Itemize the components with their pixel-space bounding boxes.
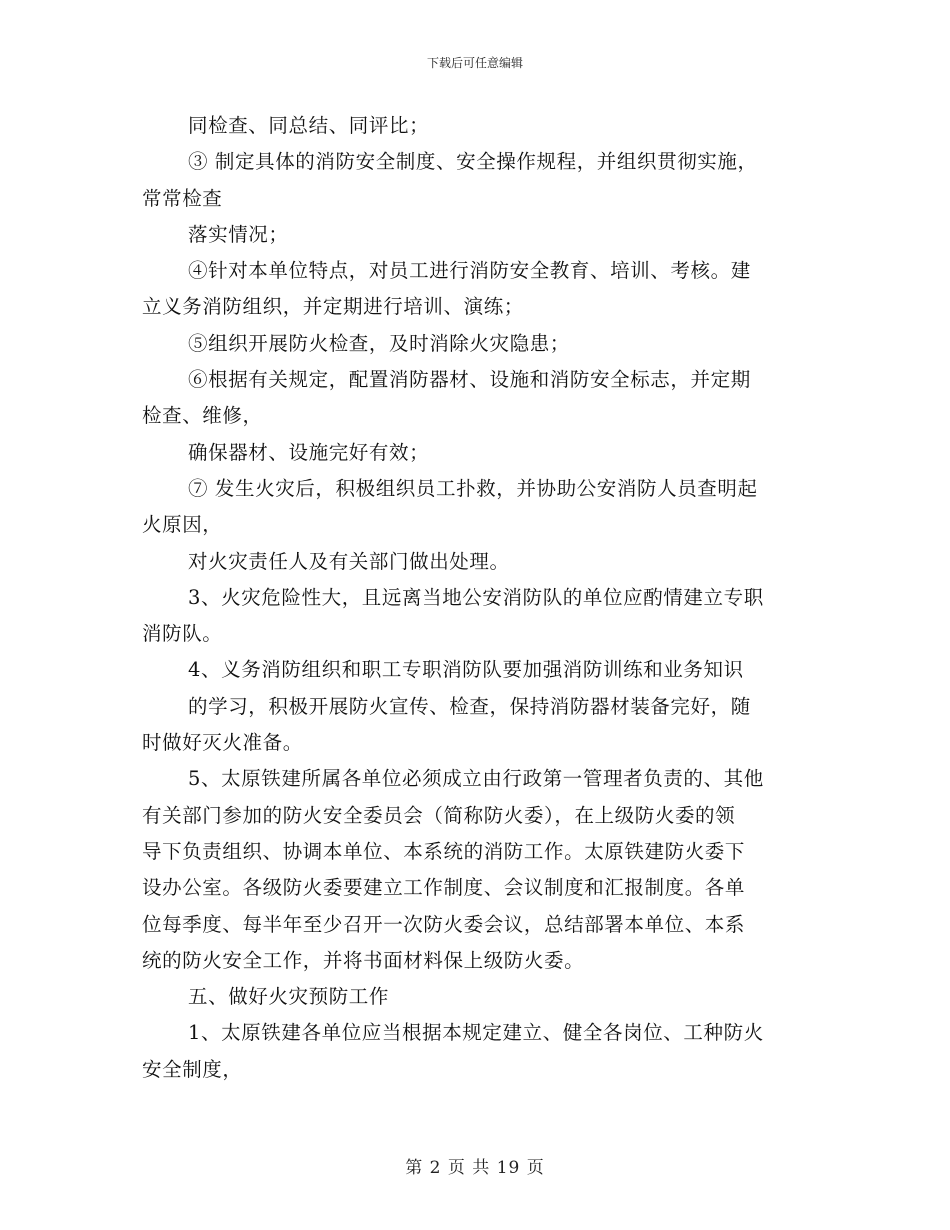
text-line: 3、火灾危险性大，且远离当地公安消防队的单位应酌情建立专职 xyxy=(188,585,764,609)
text-line: 同检查、同总结、同评比； xyxy=(188,114,430,137)
text-line: 检查、维修， xyxy=(142,404,263,428)
text-line: 统的防火安全工作，并将书面材料保上级防火委。 xyxy=(142,948,585,972)
text-line: ⑦ 发生火灾后，积极组织员工扑救，并协助公安消防人员查明起 xyxy=(188,476,758,500)
text-line: 时做好灭火准备。 xyxy=(142,731,303,755)
text-line: 4、义务消防组织和职工专职消防队要加强消防训练和业务知识 xyxy=(188,658,744,682)
text-line: ④针对本单位特点，对员工进行消防安全教育、培训、考核。建 xyxy=(188,259,751,283)
document-body xyxy=(142,108,814,1088)
text-line: 有关部门参加的防火安全委员会（简称防火委），在上级防火委的领 xyxy=(142,803,736,827)
text-line: ⑥根据有关规定，配置消防器材、设施和消防安全标志，并定期 xyxy=(188,368,751,392)
text-line: 五、做好火灾预防工作 xyxy=(188,985,390,1009)
text-line: 5、太原铁建所属各单位必须成立由行政第一管理者负责的、其他 xyxy=(188,767,764,791)
text-line: 落实情况； xyxy=(188,222,289,246)
text-line: 对火灾责任人及有关部门做出处理。 xyxy=(188,549,510,573)
text-line: 安全制度， xyxy=(142,1057,243,1081)
text-line: 1、太原铁建各单位应当根据本规定建立、健全各岗位、工种防火 xyxy=(188,1021,764,1045)
text-line: 导下负责组织、协调本单位、本系统的消防工作。太原铁建防火委下 xyxy=(142,839,746,863)
text-line: 立义务消防组织，并定期进行培训、演练； xyxy=(142,295,524,319)
text-line: 位每季度、每半年至少召开一次防火委会议，总结部署本单位、本系 xyxy=(142,912,746,936)
text-line: 消防队。 xyxy=(142,622,223,646)
text-line: 常常检查 xyxy=(142,186,223,210)
text-line: 的学习，积极开展防火宣传、检查，保持消防器材装备完好，随 xyxy=(188,694,751,718)
text-line: 设办公室。各级防火委要建立工作制度、会议制度和汇报制度。各单 xyxy=(142,876,746,900)
text-line: ⑤组织开展防火检查，及时消除火灾隐患； xyxy=(188,331,570,355)
text-line: 确保器材、设施完好有效； xyxy=(188,440,430,464)
page-header: 下载后可任意编辑 xyxy=(426,56,523,70)
text-line: ③ 制定具体的消防安全制度、安全操作规程，并组织贯彻实施， xyxy=(188,150,758,174)
page-footer: 第 2 页 共 19 页 xyxy=(405,1158,545,1178)
text-line: 火原因， xyxy=(142,513,223,537)
